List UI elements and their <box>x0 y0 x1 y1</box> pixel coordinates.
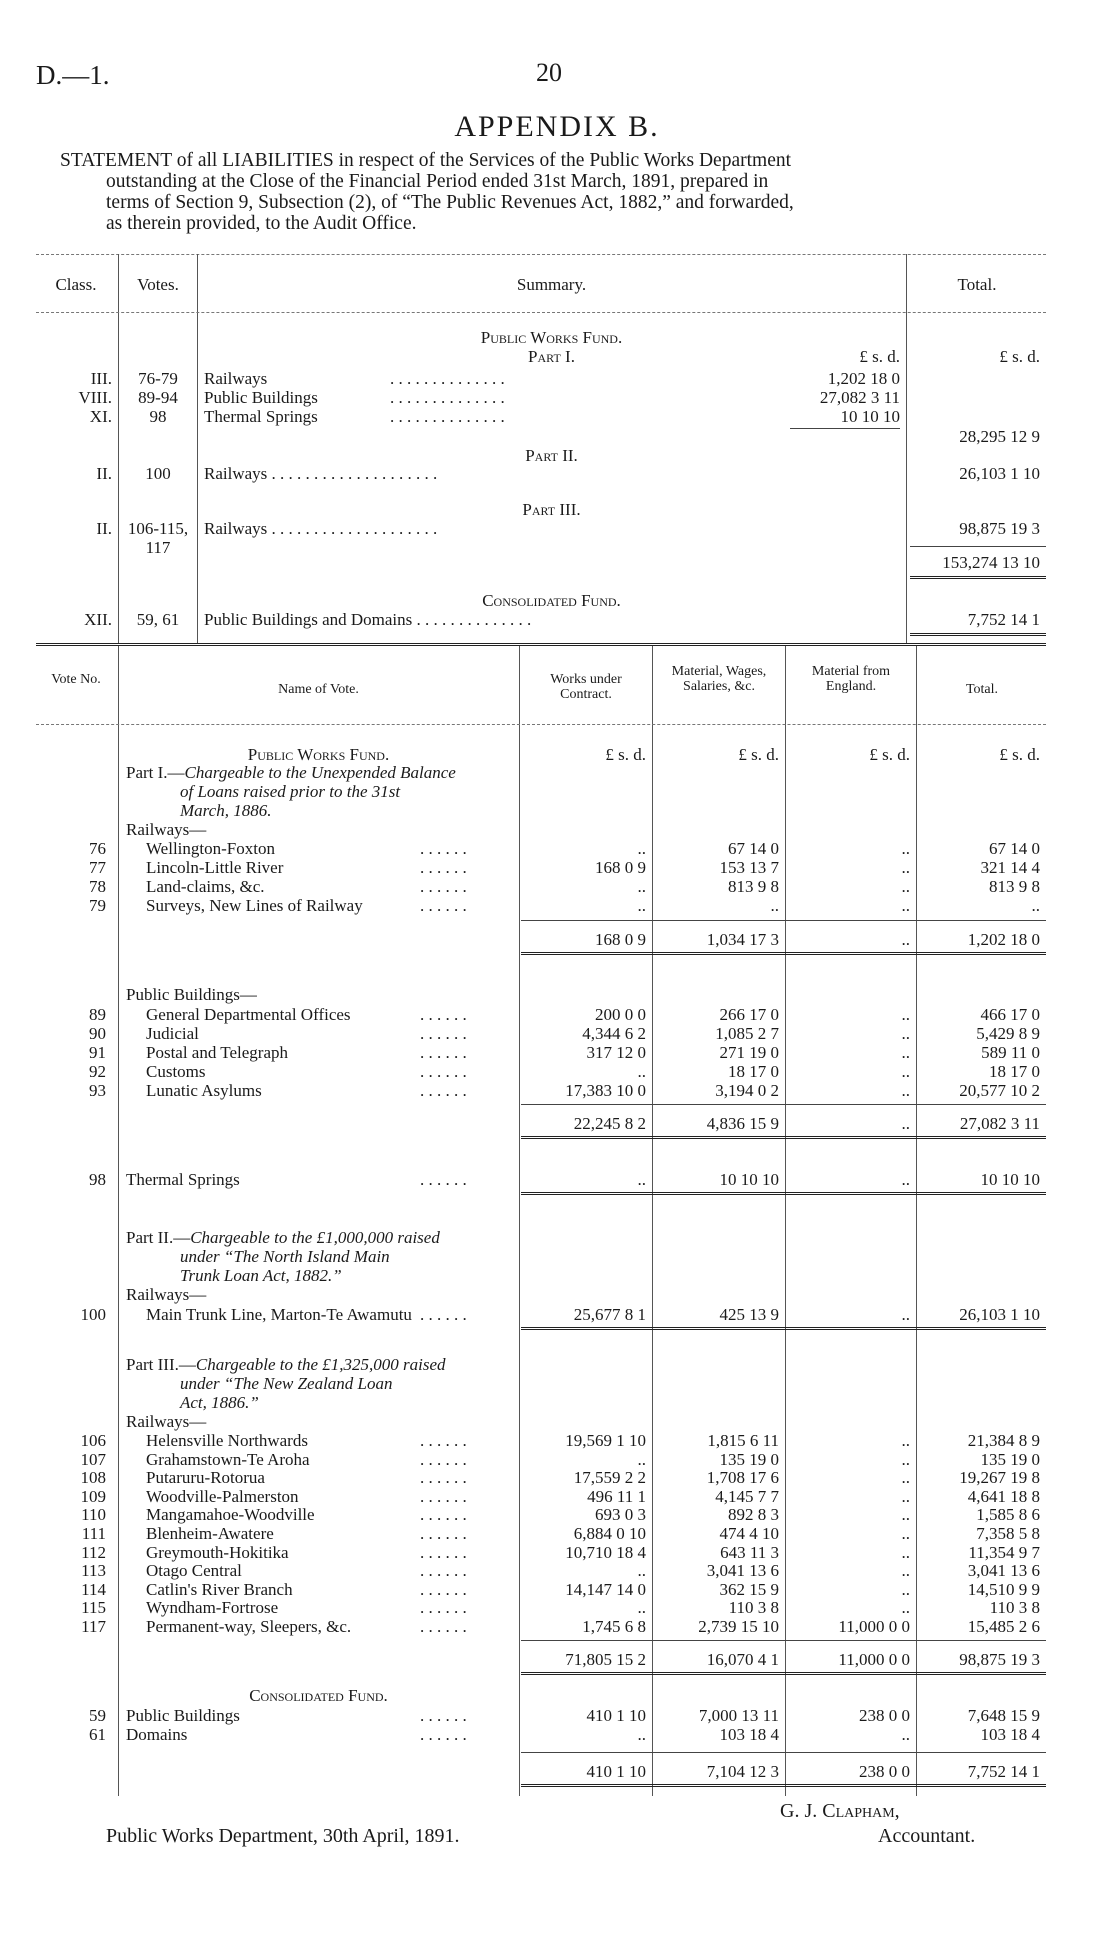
vote-name: Postal and Telegraph <box>146 1043 289 1062</box>
vote-number: 79 <box>89 896 106 915</box>
material-value: 362 15 9 <box>719 1579 779 1599</box>
works-value: .. <box>637 1561 646 1581</box>
summary-header-class: Class. <box>55 275 97 294</box>
works-value: .. <box>637 839 646 858</box>
part-description <box>126 1355 446 1374</box>
vote-name: Domains <box>126 1725 188 1744</box>
statement-line: terms of Section 9, Subsection (2), of “The Public Revenues Act, 1882,” and forwarded, <box>106 192 794 213</box>
page-number: 20 <box>536 58 562 87</box>
material-value: 135 19 0 <box>719 1449 779 1469</box>
works-value: 1,745 6 8 <box>582 1617 646 1636</box>
total-value: 14,510 9 9 <box>967 1579 1040 1599</box>
england-value: .. <box>901 1449 910 1469</box>
england-subtotal: 11,000 0 0 <box>838 1650 910 1669</box>
works-value: 25,677 8 1 <box>573 1305 646 1324</box>
material-subtotal: 7,104 12 3 <box>706 1762 779 1781</box>
fund-heading: Consolidated Fund. <box>482 591 621 610</box>
part-heading: Part II. <box>525 446 578 465</box>
leader-dots: . . . . . . <box>420 1561 467 1581</box>
total-double-rule <box>521 1784 1046 1787</box>
summary-votes: 59, 61 <box>136 610 180 629</box>
material-value: 103 18 4 <box>719 1725 779 1744</box>
total-value: 7,358 5 8 <box>976 1524 1040 1543</box>
vote-number: 109 <box>80 1486 106 1506</box>
vote-name: Wellington-Foxton <box>146 839 275 858</box>
material-value: 4,145 7 7 <box>715 1486 779 1506</box>
england-value: .. <box>901 1043 910 1062</box>
vote-number: 107 <box>80 1449 106 1469</box>
vote-number: 59 <box>89 1706 106 1725</box>
works-value: .. <box>637 1449 646 1469</box>
vote-name: Permanent-way, Sleepers, &c. <box>146 1617 352 1636</box>
total-double-rule <box>521 1192 1046 1195</box>
part-heading: Part III. <box>522 500 581 519</box>
leader-dots: . . . . . . <box>420 1062 467 1081</box>
leader-dots: . . . . . . <box>420 1579 467 1599</box>
vote-number: 90 <box>89 1024 106 1043</box>
part-label: Part III.— <box>126 1355 196 1374</box>
total-subtotal: 1,202 18 0 <box>967 930 1040 949</box>
vote-number: 91 <box>89 1043 106 1062</box>
works-value: 693 0 3 <box>595 1505 646 1525</box>
leader-dots: . . . . . . . . . . . . . . . . . . . . <box>271 464 438 483</box>
material-value: 18 17 0 <box>728 1062 779 1081</box>
total-value: 26,103 1 10 <box>959 1305 1040 1324</box>
england-subtotal: .. <box>901 930 910 949</box>
summary-name <box>204 610 531 629</box>
detail-header-england: Material from England. <box>811 664 891 694</box>
england-value: .. <box>901 1505 910 1525</box>
works-subtotal: 410 1 10 <box>586 1762 646 1781</box>
works-subtotal: 22,245 8 2 <box>573 1114 646 1133</box>
material-value: 67 14 0 <box>728 839 779 858</box>
material-value: 1,815 6 11 <box>707 1431 779 1450</box>
subtotal-rule <box>521 1752 1046 1753</box>
vote-name: Lunatic Asylums <box>146 1081 262 1100</box>
part-text: of Loans raised prior to the 31st <box>180 782 401 801</box>
leader-dots: . . . . . . . . . . . . . . <box>416 610 532 629</box>
signature-title: Accountant. <box>878 1825 976 1847</box>
currency-header: £ s. d. <box>859 347 900 366</box>
appendix-title: APPENDIX B. <box>454 110 660 143</box>
summary-name: Railways <box>204 369 268 388</box>
total-value: 110 3 8 <box>989 1598 1040 1618</box>
england-value: .. <box>901 1305 910 1324</box>
total-value: 20,577 10 2 <box>959 1081 1040 1100</box>
group-heading: Railways— <box>126 1412 207 1431</box>
vote-number: 77 <box>89 858 106 877</box>
vote-number: 112 <box>81 1542 106 1562</box>
leader-dots: . . . . . . <box>420 1081 467 1100</box>
vote-name: Otago Central <box>146 1561 242 1581</box>
leader-dots: . . . . . . <box>420 839 467 858</box>
part-text: Chargeable to the Unexpended Balance <box>184 763 456 782</box>
summary-name-text: Public Buildings and Domains <box>204 610 413 629</box>
england-value: .. <box>901 1598 910 1618</box>
summary-top-rule <box>36 254 1046 255</box>
leader-dots: . . . . . . <box>420 1617 467 1636</box>
part-description <box>126 763 456 782</box>
fund-heading: Consolidated Fund. <box>249 1686 388 1705</box>
england-value: .. <box>901 1542 910 1562</box>
material-value: 110 3 8 <box>728 1598 779 1618</box>
vote-name: Blenheim-Awatere <box>146 1524 274 1543</box>
leader-dots: . . . . . . <box>420 1598 467 1618</box>
vote-name: Lincoln-Little River <box>146 858 284 877</box>
summary-class: II. <box>96 519 112 538</box>
vote-number: 113 <box>81 1561 106 1581</box>
total-value: 5,429 8 9 <box>976 1024 1040 1043</box>
total-subtotal: 98,875 19 3 <box>959 1650 1040 1669</box>
summary-class: XII. <box>84 610 112 629</box>
subtotal-rule <box>790 428 900 429</box>
total-value: 135 19 0 <box>980 1449 1040 1469</box>
leader-dots: . . . . . . <box>420 1542 467 1562</box>
summary-part1-total: 28,295 12 9 <box>959 427 1040 446</box>
leader-dots: . . . . . . . . . . . . . . <box>390 369 505 388</box>
material-value: 271 19 0 <box>719 1043 779 1062</box>
england-value: .. <box>901 1081 910 1100</box>
fund-heading: Public Works Fund. <box>247 745 390 764</box>
summary-grand-total: 153,274 13 10 <box>942 553 1040 572</box>
part-text: under “The New Zealand Loan <box>180 1374 393 1393</box>
material-subtotal: 4,836 15 9 <box>706 1114 779 1133</box>
leader-dots: . . . . . . <box>420 1505 467 1525</box>
part-heading: Part I. <box>528 347 575 366</box>
total-value: 67 14 0 <box>989 839 1040 858</box>
leader-dots: . . . . . . <box>420 858 467 877</box>
vote-name: Mangamahoe-Woodville <box>146 1505 315 1525</box>
vote-name: Wyndham-Fortrose <box>146 1598 279 1618</box>
vote-number: 117 <box>81 1617 106 1636</box>
england-value: .. <box>901 1062 910 1081</box>
footer-department: Public Works Department, 30th April, 1891. <box>106 1825 460 1847</box>
summary-class: III. <box>90 369 112 388</box>
leader-dots: . . . . . . <box>420 877 467 896</box>
vote-number: 108 <box>80 1468 106 1488</box>
england-value: .. <box>901 1524 910 1543</box>
vote-number: 93 <box>89 1081 106 1100</box>
group-heading: Railways— <box>126 820 207 839</box>
material-value: 1,085 2 7 <box>715 1024 779 1043</box>
leader-dots: . . . . . . <box>420 1706 467 1725</box>
total-subtotal: 27,082 3 11 <box>959 1114 1040 1133</box>
leader-dots: . . . . . . <box>420 896 467 915</box>
summary-header-total: Total. <box>957 275 997 294</box>
subtotal-rule <box>910 546 1046 547</box>
vote-name: Putaruru-Rotorua <box>146 1468 265 1488</box>
detail-col-divider <box>652 646 653 1796</box>
england-value: .. <box>901 877 910 896</box>
material-subtotal: 16,070 4 1 <box>706 1650 779 1669</box>
summary-votes: 76-79 <box>138 369 178 388</box>
works-subtotal: 168 0 9 <box>595 930 646 949</box>
works-value: 317 12 0 <box>586 1043 646 1062</box>
vote-number: 100 <box>80 1305 106 1324</box>
vote-number: 98 <box>89 1170 106 1189</box>
part-text: under “The North Island Main <box>180 1247 390 1266</box>
currency-header: £ s. d. <box>738 745 779 764</box>
works-value: 19,569 1 10 <box>565 1431 646 1450</box>
group-heading: Public Buildings— <box>126 985 257 1004</box>
england-value: .. <box>901 839 910 858</box>
summary-part2-total: 26,103 1 10 <box>959 464 1040 483</box>
material-value: 425 13 9 <box>719 1305 779 1324</box>
total-value: 21,384 8 9 <box>967 1431 1040 1450</box>
leader-dots: . . . . . . <box>420 1524 467 1543</box>
total-double-rule <box>521 952 1046 955</box>
england-value: 238 0 0 <box>859 1706 910 1725</box>
england-value: 11,000 0 0 <box>838 1617 910 1636</box>
fund-heading: Public Works Fund. <box>480 328 623 347</box>
total-double-rule <box>521 1136 1046 1139</box>
material-value: 7,000 13 11 <box>698 1706 779 1725</box>
works-value: .. <box>637 896 646 915</box>
works-value: .. <box>637 877 646 896</box>
england-value: .. <box>901 1486 910 1506</box>
summary-name <box>204 464 437 483</box>
part-label: Part I.— <box>126 763 185 782</box>
england-value: .. <box>901 1024 910 1043</box>
total-double-rule <box>910 633 1046 636</box>
works-value: 17,383 10 0 <box>565 1081 646 1100</box>
part-text: Chargeable to the £1,000,000 raised <box>190 1228 440 1247</box>
summary-votes: 98 <box>149 407 167 426</box>
statement-line: STATEMENT of all LIABILITIES in respect of the Services of the Public Works Department <box>60 150 792 171</box>
vote-number: 89 <box>89 1005 106 1024</box>
summary-header-votes: Votes. <box>137 275 179 294</box>
summary-amount: 27,082 3 11 <box>819 388 900 407</box>
detail-header-material: Material, Wages, Salaries, &c. <box>671 664 767 694</box>
vote-name: Main Trunk Line, Marton-Te Awamutu <box>146 1305 412 1324</box>
vote-name: Land-claims, &c. <box>146 877 265 896</box>
vote-name: Thermal Springs <box>126 1170 240 1189</box>
england-value: .. <box>901 1170 910 1189</box>
summary-class: II. <box>96 464 112 483</box>
works-value: 10,710 18 4 <box>565 1542 646 1562</box>
england-value: .. <box>901 1005 910 1024</box>
works-value: 410 1 10 <box>586 1706 646 1725</box>
leader-dots: . . . . . . . . . . . . . . . . . . . . <box>271 519 438 538</box>
england-value: .. <box>901 1431 910 1450</box>
england-value: .. <box>901 1579 910 1599</box>
works-value: 14,147 14 0 <box>565 1579 646 1599</box>
summary-votes: 106-115, <box>127 519 189 538</box>
vote-name: Grahamstown-Te Aroha <box>146 1449 310 1469</box>
summary-name <box>204 519 437 538</box>
total-value: 7,648 15 9 <box>967 1706 1040 1725</box>
vote-name: Public Buildings <box>126 1706 240 1725</box>
vote-number: 115 <box>81 1598 106 1618</box>
vote-name: Helensville Northwards <box>146 1431 308 1450</box>
works-value: 6,884 0 10 <box>573 1524 646 1543</box>
summary-class: XI. <box>89 407 112 426</box>
currency-header: £ s. d. <box>605 745 646 764</box>
part-text: Chargeable to the £1,325,000 raised <box>195 1355 446 1374</box>
subtotal-rule <box>521 1104 1046 1105</box>
england-subtotal: 238 0 0 <box>859 1762 910 1781</box>
vote-number: 78 <box>89 877 106 896</box>
material-value: 474 4 10 <box>719 1524 779 1543</box>
material-value: 266 17 0 <box>719 1005 779 1024</box>
detail-header-total: Total. <box>965 682 999 697</box>
total-double-rule <box>910 576 1046 579</box>
summary-header-summary: Summary. <box>516 275 587 294</box>
page-ref: D.—1. <box>36 60 110 90</box>
vote-number: 76 <box>89 839 106 858</box>
total-value: 4,641 18 8 <box>967 1486 1040 1506</box>
leader-dots: . . . . . . <box>420 1024 467 1043</box>
material-value: 153 13 7 <box>719 858 779 877</box>
currency-header: £ s. d. <box>999 347 1040 366</box>
summary-header-rule <box>36 312 1046 313</box>
material-value: 892 8 3 <box>728 1505 779 1525</box>
material-value: .. <box>770 896 779 915</box>
england-value: .. <box>901 1468 910 1488</box>
summary-votes: 100 <box>145 464 171 483</box>
vote-number: 111 <box>81 1524 106 1543</box>
total-value: 813 9 8 <box>989 877 1040 896</box>
works-value: .. <box>637 1170 646 1189</box>
part-text: Act, 1886.” <box>180 1393 259 1412</box>
total-subtotal: 7,752 14 1 <box>967 1762 1040 1781</box>
part-label: Part II.— <box>126 1228 191 1247</box>
leader-dots: . . . . . . <box>420 1486 467 1506</box>
summary-amount: 10 10 10 <box>840 407 900 426</box>
detail-header-rule <box>36 724 1046 725</box>
summary-votes: 117 <box>145 538 171 557</box>
statement-line: as therein provided, to the Audit Office. <box>106 213 417 234</box>
vote-name: Woodville-Palmerston <box>146 1486 299 1506</box>
statement-line: outstanding at the Close of the Financial Period ended 31st March, 1891, prepared in <box>106 171 769 192</box>
summary-amount: 1,202 18 0 <box>827 369 900 388</box>
currency-header: £ s. d. <box>999 745 1040 764</box>
leader-dots: . . . . . . <box>420 1005 467 1024</box>
material-value: 3,194 0 2 <box>715 1081 779 1100</box>
detail-col-divider <box>519 646 520 1796</box>
detail-header-vote: Vote No. <box>51 672 101 687</box>
detail-header-works: Works under Contract. <box>550 672 622 702</box>
part-text: March, 1886. <box>180 801 272 820</box>
material-value: 813 9 8 <box>728 877 779 896</box>
material-value: 1,708 17 6 <box>706 1468 779 1488</box>
material-value: 643 11 3 <box>720 1542 779 1562</box>
currency-header: £ s. d. <box>869 745 910 764</box>
group-heading: Railways— <box>126 1285 207 1304</box>
part-text: Trunk Loan Act, 1882.” <box>180 1266 342 1285</box>
england-value: .. <box>901 1725 910 1744</box>
total-value: 589 11 0 <box>981 1043 1040 1062</box>
total-value: 10 10 10 <box>980 1170 1040 1189</box>
works-value: 496 11 1 <box>587 1486 646 1506</box>
detail-header-name: Name of Vote. <box>278 682 359 697</box>
signature-name: G. J. Clapham, <box>780 1800 900 1822</box>
leader-dots: . . . . . . <box>420 1305 467 1324</box>
total-value: 19,267 19 8 <box>959 1468 1040 1488</box>
total-value: 466 17 0 <box>980 1005 1040 1024</box>
works-value: 168 0 9 <box>595 858 646 877</box>
part-description <box>126 1228 440 1247</box>
works-value: .. <box>637 1598 646 1618</box>
vote-name: Catlin's River Branch <box>146 1579 293 1599</box>
vote-number: 92 <box>89 1062 106 1081</box>
material-value: 10 10 10 <box>719 1170 779 1189</box>
statement-text <box>60 150 1050 234</box>
leader-dots: . . . . . . <box>420 1449 467 1469</box>
england-value: .. <box>901 858 910 877</box>
summary-part3-total: 98,875 19 3 <box>959 519 1040 538</box>
leader-dots: . . . . . . <box>420 1725 467 1744</box>
total-double-rule <box>521 1327 1046 1330</box>
vote-number: 110 <box>81 1505 106 1525</box>
works-value: 200 0 0 <box>595 1005 646 1024</box>
england-value: .. <box>901 896 910 915</box>
total-value: .. <box>1031 896 1040 915</box>
vote-name: Surveys, New Lines of Railway <box>146 896 363 915</box>
summary-name: Public Buildings <box>204 388 318 407</box>
vote-name: Greymouth-Hokitika <box>146 1542 289 1562</box>
summary-name-text: Railways <box>204 519 268 538</box>
summary-cons-total: 7,752 14 1 <box>967 610 1040 629</box>
england-value: .. <box>901 1561 910 1581</box>
vote-name: Customs <box>146 1062 206 1081</box>
summary-bottom-rule <box>36 643 1046 646</box>
vote-number: 106 <box>80 1431 106 1450</box>
summary-name: Thermal Springs <box>204 407 318 426</box>
summary-name-text: Railways <box>204 464 268 483</box>
material-subtotal: 1,034 17 3 <box>706 930 779 949</box>
total-value: 321 14 4 <box>980 858 1040 877</box>
leader-dots: . . . . . . <box>420 1043 467 1062</box>
works-value: 4,344 6 2 <box>582 1024 646 1043</box>
total-value: 1,585 8 6 <box>976 1505 1040 1525</box>
detail-col-divider <box>916 646 917 1796</box>
vote-number: 61 <box>89 1725 106 1744</box>
vote-name: General Departmental Offices <box>146 1005 351 1024</box>
subtotal-rule <box>521 1640 1046 1641</box>
leader-dots: . . . . . . <box>420 1170 467 1189</box>
works-value: .. <box>637 1725 646 1744</box>
material-value: 2,739 15 10 <box>698 1617 779 1636</box>
vote-name: Judicial <box>146 1024 199 1043</box>
summary-class: VIII. <box>78 388 112 407</box>
total-double-rule <box>521 1672 1046 1675</box>
total-value: 11,354 9 7 <box>968 1542 1040 1562</box>
leader-dots: . . . . . . . . . . . . . . <box>390 407 505 426</box>
total-value: 18 17 0 <box>989 1062 1040 1081</box>
works-subtotal: 71,805 15 2 <box>565 1650 646 1669</box>
england-subtotal: .. <box>901 1114 910 1133</box>
leader-dots: . . . . . . <box>420 1468 467 1488</box>
detail-col-divider <box>785 646 786 1796</box>
works-value: .. <box>637 1062 646 1081</box>
total-value: 103 18 4 <box>980 1725 1040 1744</box>
summary-votes: 89-94 <box>138 388 178 407</box>
detail-col-divider <box>118 646 119 1796</box>
vote-number: 114 <box>81 1579 106 1599</box>
total-value: 15,485 2 6 <box>967 1617 1040 1636</box>
total-value: 3,041 13 6 <box>967 1561 1040 1581</box>
works-value: 17,559 2 2 <box>573 1468 646 1488</box>
subtotal-rule <box>521 920 1046 921</box>
material-value: 3,041 13 6 <box>706 1561 779 1581</box>
leader-dots: . . . . . . <box>420 1431 467 1450</box>
leader-dots: . . . . . . . . . . . . . . <box>390 388 505 407</box>
